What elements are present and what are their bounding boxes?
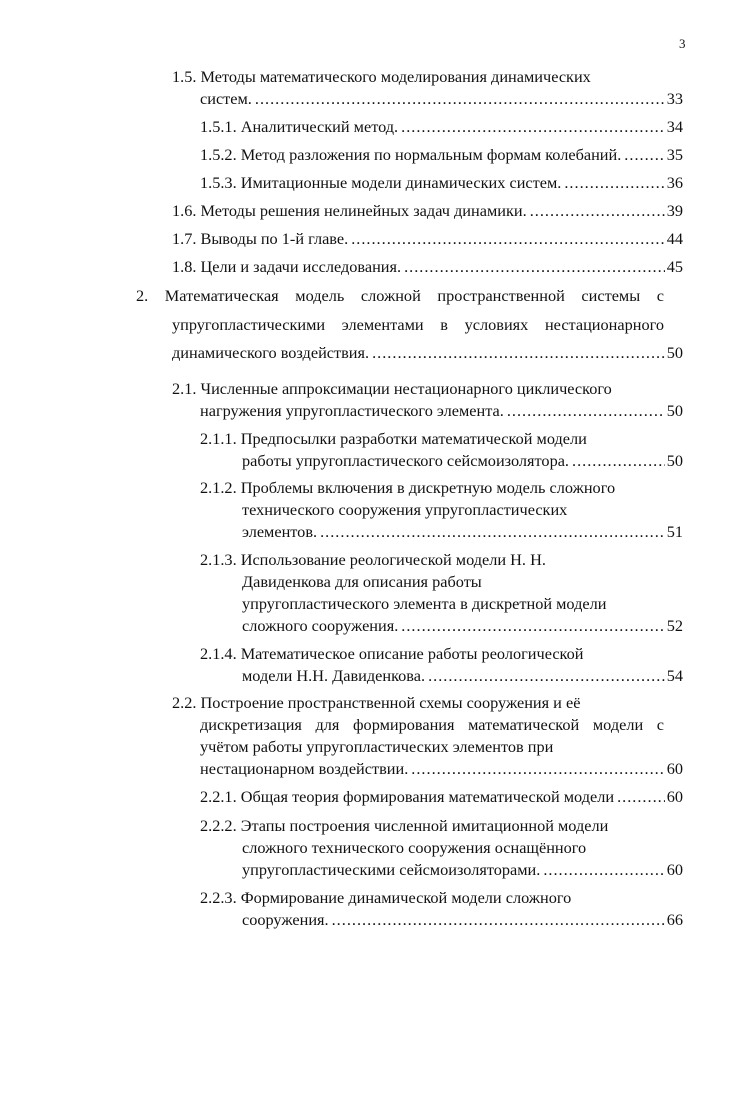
toc-entry-2-1-3-line3: упругопластического элемента в дискретной модели [242,594,607,613]
toc-entry-1-5-1: 1.5.1. Аналитический метод. ..... 34 [200,116,683,138]
dot-leader [507,400,665,422]
toc-entry-2: динамического воздействия. ..... 50 [172,342,683,364]
toc-entry-2-1-3-line1: 2.1.3. Использование реологической модели Н. Н. [200,550,546,569]
dot-leader [530,200,665,222]
toc-entry-2-2-line1: 2.2. Построение пространственной схемы сооружения и её [172,693,581,712]
toc-entry-1-6: 1.6. Методы решения нелинейных задач динамики. ..... 39 [172,200,683,222]
toc-entry-2-2-3-line1: 2.2.3. Формирование динамической модели сложного [200,888,572,907]
toc-entry-2-2: нестационарном воздействии. ..... 60 [200,758,683,780]
toc-page-number: 36 [666,173,683,192]
toc-entry-2-2-2-line1: 2.2.2. Этапы построения численной имитационной модели [200,816,609,835]
toc-page-number: 50 [666,401,683,420]
toc-entry-1-5-3: 1.5.3. Имитационные модели динамических систем. ..... 36 [200,172,683,194]
toc-page-number: 51 [666,522,683,541]
toc-page-number: 52 [666,616,683,635]
toc-entry-2-2-line3: учётом работы упругопластических элементов при [200,737,554,756]
toc-entry-2-1-3: сложного сооружения. ..... 52 [242,615,683,637]
toc-entry-2-2-2-line2: сложного технического сооружения оснащённого [242,838,587,857]
toc-page-number: 60 [666,860,683,879]
toc-page-number: 45 [666,257,683,276]
toc-entry-1-5: систем. ..... 33 [200,88,683,110]
dot-leader [401,116,665,138]
toc-page-number: 33 [666,89,683,108]
dot-leader [428,665,665,687]
toc-entry-2-2-line2: дискретизация для формирования математической модели с [200,715,664,734]
toc-entry-2-1-3-line2: Давиденкова для описания работы [242,572,482,591]
toc-entry-2-1-1-line1: 2.1.1. Предпосылки разработки математической модели [200,429,587,448]
toc-entry-2-2-1: 2.2.1. Общая теория формирования математической модели ..... 60 [200,786,683,808]
toc-page-number: 60 [666,787,683,806]
dot-leader [624,144,664,166]
toc-entry-2-1-4: модели Н.Н. Давиденкова. ..... 54 [242,665,683,687]
toc-entry-1-5-2: 1.5.2. Метод разложения по нормальным формам колебаний. ..... 35 [200,144,683,166]
toc-page-number: 35 [666,145,683,164]
toc-page-number: 44 [666,229,683,248]
toc-page-number: 50 [666,343,683,362]
dot-leader [617,786,665,808]
toc-entry-2-1-2-line1: 2.1.2. Проблемы включения в дискретную модель сложного [200,478,616,497]
dot-leader [404,256,665,278]
dot-leader [564,172,664,194]
toc-entry-1-8: 1.8. Цели и задачи исследования. ..... 45 [172,256,683,278]
dot-leader [411,758,664,780]
toc-entry-2-1-1: работы упругопластического сейсмоизолятора. ..... 50 [242,450,683,472]
toc-entry-2-1-line1: 2.1. Численные аппроксимации нестационарного циклического [172,379,612,398]
toc-page-number: 66 [666,910,683,929]
dot-leader [332,909,665,931]
toc-entry-2-1-2-line2: технического сооружения упругопластических [242,500,568,519]
toc-entry-2-2-2: упругопластическими сейсмоизоляторами. ..... 60 [242,859,683,881]
dot-leader [372,342,665,364]
toc-page-number: 50 [666,451,683,470]
toc-entry-2-2-3: сооружения. ..... 66 [242,909,683,931]
dot-leader [351,228,665,250]
dot-leader [572,450,665,472]
dot-leader [543,859,664,881]
toc-entry-2-line2: упругопластическими элементами в условиях нестационарного [172,315,664,334]
dot-leader [255,88,665,110]
toc-page-number: 34 [666,117,683,136]
toc-page-number: 39 [666,201,683,220]
toc-entry-2-1-2: элементов. ..... 51 [242,521,683,543]
toc-entry-2-1: нагружения упругопластического элемента. ..... 50 [200,400,683,422]
toc-entry-1-7: 1.7. Выводы по 1-й главе. ..... 44 [172,228,683,250]
toc-entry-2-line1: 2. Математическая модель сложной пространственной системы с [136,286,664,305]
dot-leader [320,521,665,543]
dot-leader [401,615,664,637]
toc-page-number: 54 [666,666,683,685]
toc-entry-1-5-line1: 1.5. Методы математического моделирования динамических [172,67,591,86]
toc-page-number: 60 [666,759,683,778]
page-number: 3 [679,36,686,51]
toc-entry-2-1-4-line1: 2.1.4. Математическое описание работы реологической [200,644,584,663]
